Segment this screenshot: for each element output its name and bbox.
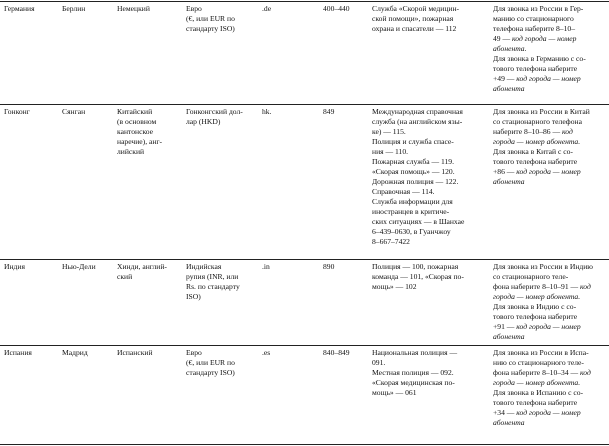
code-line: 400–440 <box>323 4 350 13</box>
currency-line: стандарту ISO) <box>186 368 235 377</box>
cell-currency <box>186 107 243 127</box>
currency-line: Rs. по стандарту <box>186 282 240 291</box>
table-rule <box>0 345 609 346</box>
language-line: Китайский <box>117 107 153 116</box>
capital-line: Берлин <box>62 4 86 13</box>
cell-language <box>117 107 162 157</box>
call-instruction-italic: города — номер абонента. <box>493 378 581 387</box>
currency-line: Гонконгский дол- <box>186 107 243 116</box>
call-instruction-italic: код города — номер <box>516 322 581 331</box>
services-line: служба (на английском язы- <box>372 117 463 126</box>
cell-currency <box>186 262 240 302</box>
services-line: Местная полиция — 092. <box>372 368 454 377</box>
services-line: ских ситуациях — в Шанхае <box>372 217 465 226</box>
currency-line: Евро <box>186 4 202 13</box>
call-instruction-italic: города — номер абонента. <box>493 137 581 146</box>
language-line: (в основном <box>117 117 157 126</box>
currency-line: (€, или EUR по <box>186 358 235 367</box>
services-line: мощь» — 102 <box>372 282 417 291</box>
domain-line: .in <box>262 262 270 271</box>
call-instruction-text: Для звонка в Индию с со- <box>493 302 577 311</box>
cell-language <box>117 4 150 14</box>
call-instruction-text: фона наберите 8–10–34 — <box>493 368 581 377</box>
code-line: 849 <box>323 107 335 116</box>
services-line: Справочная — 114. <box>372 187 435 196</box>
country-line: Германия <box>4 4 35 13</box>
cell-currency <box>186 4 235 34</box>
call-instruction-text: +86 — <box>493 167 517 176</box>
call-instruction-italic: абонента <box>493 84 525 93</box>
table-rule <box>0 1 609 2</box>
cell-country <box>4 348 32 358</box>
call-instruction-italic: абонента <box>493 332 525 341</box>
currency-line: Индийская <box>186 262 222 271</box>
domain-line: .de <box>262 4 272 13</box>
call-instruction-text: наберите 8–10–86 — <box>493 127 562 136</box>
currency-line: ISO) <box>186 292 201 301</box>
cell-language <box>117 262 167 282</box>
currency-line: стандарту ISO) <box>186 24 235 33</box>
services-line: охрана и спасатели — 112 <box>372 24 457 33</box>
services-line: команда — 101, «Скорая по- <box>372 272 464 281</box>
cell-country <box>4 262 25 272</box>
cell-capital <box>62 4 85 14</box>
services-line: Международная справочная <box>372 107 463 116</box>
language-line: Испанский <box>117 348 153 357</box>
country-line: Испания <box>4 348 32 357</box>
services-line: Служба «Скорой медицин- <box>372 4 460 13</box>
call-instruction-text: Для звонка в Испанию с со- <box>493 388 584 397</box>
call-instruction-text: 49 — <box>493 34 512 43</box>
currency-line: Евро <box>186 348 202 357</box>
currency-line: лар (HKD) <box>186 117 221 126</box>
call-instruction-text: фона наберите 8–10–91 — <box>493 282 581 291</box>
services-line: Полиция — 100, пожарная <box>372 262 459 271</box>
cell-services <box>372 4 459 34</box>
services-line: ской помощи», пожарная <box>372 14 454 23</box>
call-instruction-text: со стационарного телефона <box>493 117 582 126</box>
table-rule <box>0 104 609 105</box>
cell-domain <box>262 4 271 14</box>
call-instruction-text: нию со стационарного теле- <box>493 358 584 367</box>
call-instruction-italic: абонента. <box>493 44 527 53</box>
country-line: Индия <box>4 262 25 271</box>
cell-domain <box>262 262 270 272</box>
call-instruction-text: Для звонка в Германию с со- <box>493 54 586 63</box>
call-instruction-text: Для звонка из России в Китай <box>493 107 590 116</box>
services-line: иностранцев в критиче- <box>372 207 450 216</box>
language-line: ский <box>117 272 133 281</box>
services-line: ке) — 115. <box>372 127 406 136</box>
call-instruction-italic: код города — номер <box>516 167 581 176</box>
code-line: 890 <box>323 262 335 271</box>
services-line: 6–439–0630, в Гуанчжоу <box>372 227 451 236</box>
cell-services <box>372 348 457 398</box>
call-instruction-italic: код города — номер <box>511 34 577 43</box>
country-line: Гонконг <box>4 107 30 116</box>
language-line: Хинди, англий- <box>117 262 167 271</box>
cell-calls <box>493 4 586 94</box>
services-line: 8–667–7422 <box>372 237 410 246</box>
call-instruction-italic: города — номер абонента. <box>493 292 581 301</box>
cell-country <box>4 107 30 117</box>
call-instruction-italic: абонента <box>493 177 525 186</box>
call-instruction-text: манию со стационарного <box>493 14 574 23</box>
services-line: «Скорая помощь» — 120. <box>372 167 455 176</box>
call-instruction-italic: код <box>580 368 591 377</box>
cell-code <box>323 348 350 358</box>
language-line: наречие), анг- <box>117 137 163 146</box>
call-instruction-text: Для звонка в Китай с со- <box>493 147 573 156</box>
call-instruction-text: +49 — <box>493 74 517 83</box>
services-line: Полиция и служба спасе- <box>372 137 454 146</box>
table-rule <box>0 259 609 260</box>
language-line: Немецкий <box>117 4 150 13</box>
call-instruction-text: со стационарного теле- <box>493 272 569 281</box>
cell-capital <box>62 262 96 272</box>
cell-calls <box>493 348 591 428</box>
cell-calls <box>493 107 590 187</box>
call-instruction-italic: код города — номер <box>516 74 581 83</box>
cell-calls <box>493 262 593 342</box>
services-line: «Скорая медицинская по- <box>372 378 455 387</box>
cell-country <box>4 4 35 14</box>
currency-line: рупия (INR, или <box>186 272 239 281</box>
services-line: Национальная полиция — <box>372 348 458 357</box>
call-instruction-text: Для звонка из России в Индию <box>493 262 593 271</box>
services-line: ния — 110. <box>372 147 409 156</box>
call-instruction-text: Для звонка из России в Гер- <box>493 4 584 13</box>
cell-domain <box>262 107 272 117</box>
cell-services <box>372 262 464 292</box>
code-line: 840–849 <box>323 348 350 357</box>
cell-language <box>117 348 153 358</box>
table-rule <box>0 444 609 445</box>
call-instruction-text: тового телефона наберите <box>493 312 578 321</box>
capital-line: Нью-Дели <box>62 262 96 271</box>
domain-line: hk. <box>262 107 272 116</box>
call-instruction-text: +91 — <box>493 322 517 331</box>
cell-domain <box>262 348 270 358</box>
services-line: мощь» — 061 <box>372 388 417 397</box>
call-instruction-text: Для звонка из России в Испа- <box>493 348 589 357</box>
services-line: 091. <box>372 358 386 367</box>
call-instruction-italic: абонента <box>493 418 525 427</box>
domain-line: .es <box>262 348 271 357</box>
cell-capital <box>62 348 88 358</box>
cell-code <box>323 262 334 272</box>
services-line: Служба информации для <box>372 197 453 206</box>
call-instruction-italic: код <box>580 282 591 291</box>
capital-line: Сянган <box>62 107 86 116</box>
cell-services <box>372 107 464 247</box>
cell-currency <box>186 348 235 378</box>
language-line: лийский <box>117 147 145 156</box>
call-instruction-text: +34 — <box>493 408 517 417</box>
call-instruction-italic: код города — номер <box>516 408 581 417</box>
currency-line: (€, или EUR по <box>186 14 235 23</box>
cell-code <box>323 107 334 117</box>
call-instruction-text: телефона наберите 8–10– <box>493 24 575 33</box>
language-line: кантонское <box>117 127 154 136</box>
capital-line: Мадрид <box>62 348 88 357</box>
cell-capital <box>62 107 85 117</box>
call-instruction-text: тового телефона наберите <box>493 64 578 73</box>
services-line: Пожарная служба — 119. <box>372 157 454 166</box>
call-instruction-text: тового телефона наберите <box>493 157 578 166</box>
services-line: Дорожная полиция — 122. <box>372 177 459 186</box>
call-instruction-italic: код <box>562 127 573 136</box>
cell-code <box>323 4 350 14</box>
call-instruction-text: тового телефона наберите <box>493 398 578 407</box>
